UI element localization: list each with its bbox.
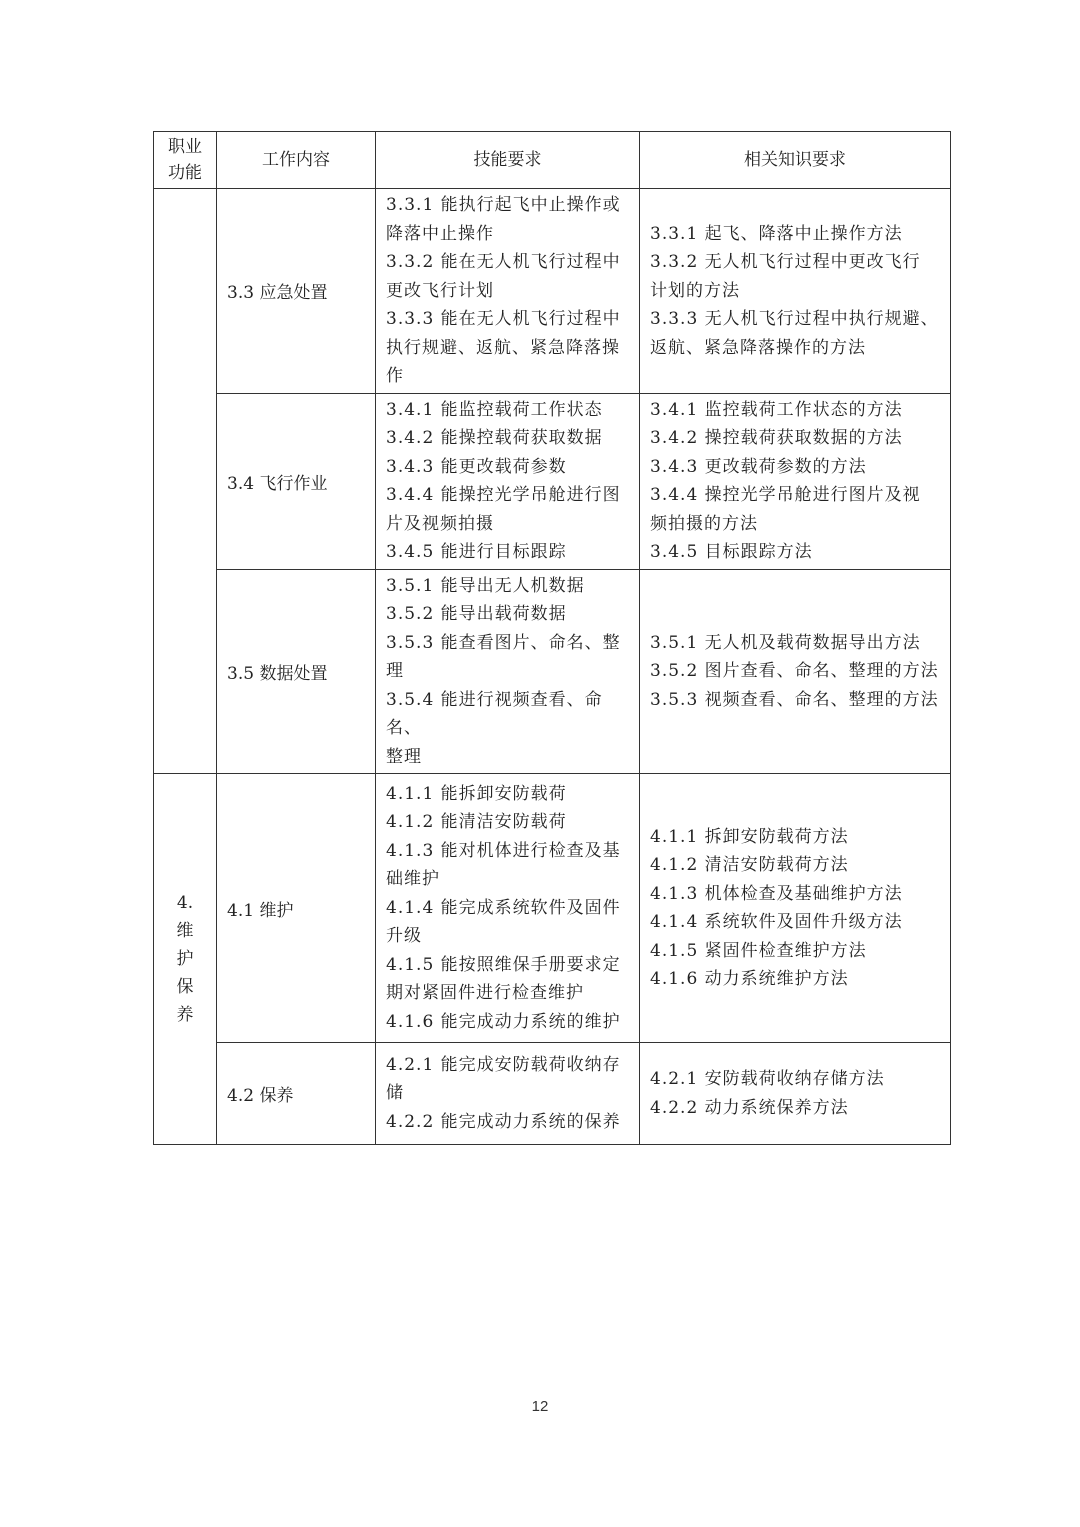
work-content-cell: 4.2 保养 (217, 1043, 376, 1145)
table-header-row (154, 132, 951, 189)
text-line: 3.3.2 能在无人机飞行过程中 (386, 252, 621, 272)
work-content-cell: 3.3 应急处置 (217, 189, 376, 394)
text-line: 3.4.4 能操控光学吊舱进行图 (386, 485, 621, 505)
text-line: 3.3.3 无人机飞行过程中执行规避、 (650, 309, 939, 329)
work-content-cell: 3.4 飞行作业 (217, 393, 376, 569)
text-line: 3.5.2 能导出载荷数据 (386, 604, 567, 624)
text-line: 理 (386, 661, 404, 681)
skills-cell (376, 1043, 640, 1145)
text-line: 础维护 (386, 869, 440, 890)
text-line: 4.1.5 紧固件检查维护方法 (650, 940, 867, 961)
text-line: 3.5.1 无人机及载荷数据导出方法 (650, 632, 921, 653)
skills-cell (376, 393, 640, 569)
text-line: 4.2.2 动力系统保养方法 (650, 1097, 849, 1118)
text-line: 3.4.3 能更改载荷参数 (386, 456, 567, 477)
header-skill-requirements: 技能要求 (376, 132, 640, 189)
work-content-cell: 4.1 维护 (217, 774, 376, 1043)
skills-cell (376, 569, 640, 774)
text-line: 4.1.3 机体检查及基础维护方法 (650, 883, 903, 904)
text-line: 4.1.5 能按照维保手册要求定 (386, 954, 621, 975)
knowledge-cell (640, 569, 951, 774)
function-cell (154, 774, 217, 1145)
knowledge-cell (640, 393, 951, 569)
table-row (154, 393, 951, 569)
text-line: 返航、紧急降落操作的方法 (650, 337, 866, 358)
text-line: 4.1.1 拆卸安防载荷方法 (650, 826, 849, 847)
text-line: 频拍摄的方法 (650, 513, 758, 534)
text-line: 3.4.4 操控光学吊舱进行图片及视 (650, 485, 921, 505)
text-line: 3.3.1 能执行起飞中止操作或 (386, 195, 621, 215)
text-line: 功能 (168, 163, 202, 183)
text-line: 4.1.3 能对机体进行检查及基 (386, 840, 621, 861)
text-line: 更改飞行计划 (386, 280, 494, 301)
text-line: 3.5.3 视频查看、命名、整理的方法 (650, 689, 939, 710)
knowledge-cell (640, 774, 951, 1043)
knowledge-cell (640, 189, 951, 394)
text-line: 计划的方法 (650, 280, 740, 301)
text-line: 3.4.2 操控载荷获取数据的方法 (650, 428, 903, 448)
text-line: 3.4.5 能进行目标跟踪 (386, 542, 567, 562)
text-line: 4.2.2 能完成动力系统的保养 (386, 1111, 621, 1132)
skills-cell (376, 189, 640, 394)
standards-table (153, 131, 951, 1145)
text-line: 护 (176, 949, 194, 969)
text-line: 4. (176, 893, 194, 913)
text-line: 3.4.1 监控载荷工作状态的方法 (650, 399, 903, 420)
text-line: 作 (386, 366, 404, 386)
text-line: 3.4.3 更改载荷参数的方法 (650, 456, 867, 477)
knowledge-cell (640, 1043, 951, 1145)
text-line: 3.5.3 能查看图片、命名、整 (386, 632, 621, 653)
text-line: 执行规避、返航、紧急降落操 (386, 337, 620, 358)
text-line: 期对紧固件进行检查维护 (386, 983, 584, 1004)
text-line: 保 (176, 977, 194, 997)
page-number: 12 (531, 1398, 549, 1415)
table-row (154, 189, 951, 394)
text-line: 职业 (168, 137, 202, 157)
text-line: 4.1.2 能清洁安防载荷 (386, 812, 567, 833)
text-line: 储 (386, 1083, 404, 1104)
text-line: 4.1.4 系统软件及固件升级方法 (650, 912, 903, 932)
text-line: 3.3.2 无人机飞行过程中更改飞行 (650, 252, 921, 272)
work-content-cell: 3.5 数据处置 (217, 569, 376, 774)
text-line: 4.1.2 清洁安防载荷方法 (650, 855, 849, 875)
text-line: 片及视频拍摄 (386, 513, 494, 534)
table-row (154, 774, 951, 1043)
text-line: 4.2.1 能完成安防载荷收纳存 (386, 1054, 621, 1075)
text-line: 3.4.5 目标跟踪方法 (650, 542, 813, 562)
skills-cell (376, 774, 640, 1043)
text-line: 维 (176, 921, 194, 941)
text-line: 3.5.1 能导出无人机数据 (386, 575, 585, 596)
header-work-content: 工作内容 (217, 132, 376, 189)
text-line: 3.3.3 能在无人机飞行过程中 (386, 309, 621, 329)
text-line: 4.1.6 动力系统维护方法 (650, 969, 849, 989)
text-line: 养 (176, 1005, 194, 1025)
table-row (154, 1043, 951, 1145)
text-line: 4.1.1 能拆卸安防载荷 (386, 783, 567, 804)
text-line: 3.5.2 图片查看、命名、整理的方法 (650, 661, 939, 681)
function-cell (154, 189, 217, 774)
text-line: 4.2.1 安防载荷收纳存储方法 (650, 1069, 885, 1089)
text-line: 3.3.1 起飞、降落中止操作方法 (650, 223, 903, 244)
text-line: 4.1.4 能完成系统软件及固件 (386, 897, 621, 918)
text-line: 3.4.2 能操控载荷获取数据 (386, 428, 603, 448)
header-knowledge-requirements: 相关知识要求 (640, 132, 951, 189)
text-line: 降落中止操作 (386, 223, 494, 244)
text-line: 3.4.1 能监控载荷工作状态 (386, 399, 603, 420)
text-line: 4.1.6 能完成动力系统的维护 (386, 1011, 621, 1032)
text-line: 3.5.4 能进行视频查看、命名、 (386, 689, 603, 738)
text-line: 整理 (386, 746, 422, 767)
header-function (154, 132, 217, 189)
table-row (154, 569, 951, 774)
text-line: 升级 (386, 926, 422, 947)
